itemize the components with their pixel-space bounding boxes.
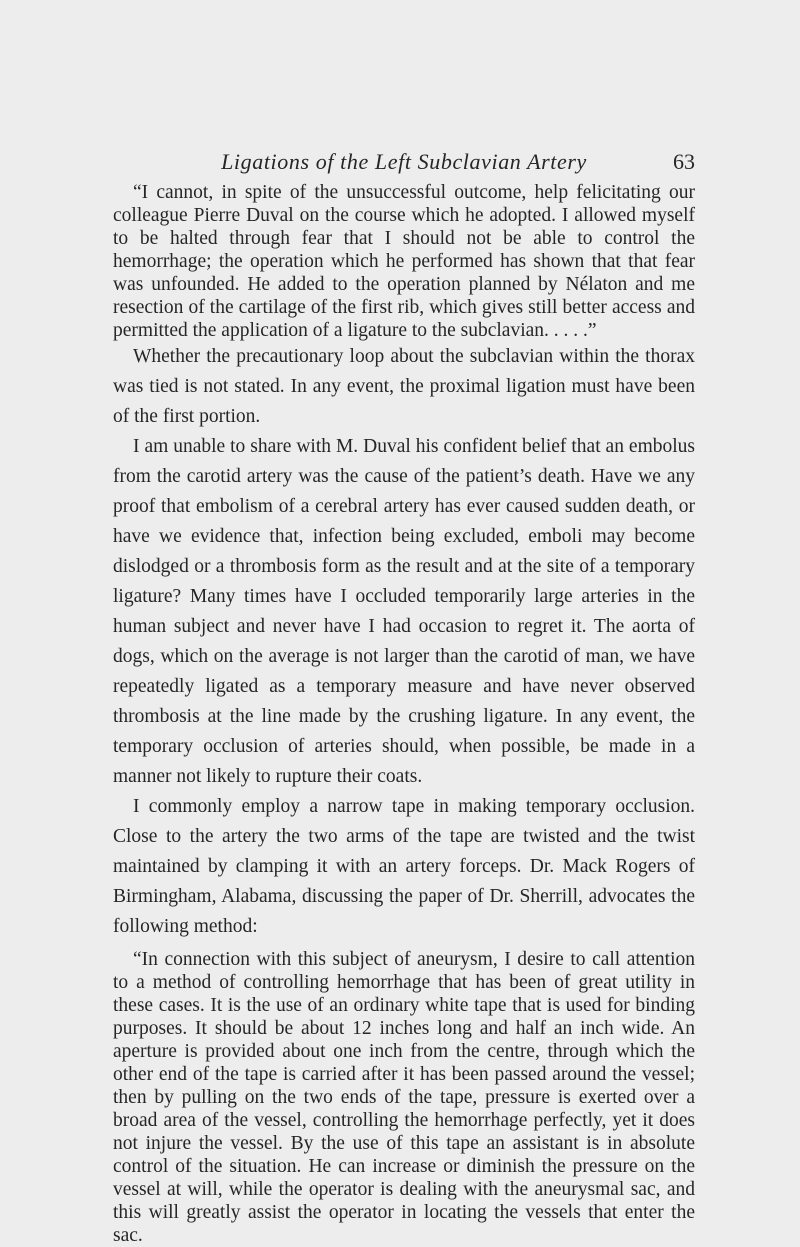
quoted-paragraph-rogers: “In connection with this subject of aneurysm, I desire to call attention to a method of controlling hemorrhage that has been of great utility in these cases. It is the use of an ordinary white tape that is used for binding purposes. It should be about 12 inches long and half an inch wide. An aperture is provided about one inch from the centre, through which the other end of the tape is carried after it has been passed around the vessel; then by pulling on the two ends of the tape, pressure is exerted over a broad area of the vessel, controlling the hemorrhage perfectly, yet it does not injure the vessel. By the use of this tape an assistant is in absolute control of the situation. He can increase or diminish the pressure on the vessel at will, while the operator is dealing with the aneurysmal sac, and this will greatly assist the operator in locating the vessels that enter the sac. bbox=[113, 949, 695, 1246]
running-title: Ligations of the Left Subclavian Artery bbox=[221, 149, 587, 174]
paragraph-precautionary-loop: Whether the precautionary loop about the subclavian within the thorax was tied is not stated. In any event, the proximal ligation must have been of the first portion. bbox=[113, 346, 695, 427]
page-header bbox=[113, 148, 695, 176]
body-text bbox=[113, 181, 695, 1247]
paragraph-embolus-discussion: I am unable to share with M. Duval his confident belief that an embolus from the carotid artery was the cause of the patient’s death. Have we any proof that embolism of a cerebral artery has ever caused sudden death, or have we evidence that, infection being excluded, emboli may become dislodged or a thrombosis form as the result and at the site of a temporary ligature? Many times have I occluded temporarily large arteries in the human subject and never have I had occasion to regret it. The aorta of dogs, which on the average is not larger than the carotid of man, we have repeatedly ligated as a temporary measure and have never observed thrombosis at the line made by the crushing ligature. In any event, the temporary occlusion of arteries should, when possible, be made in a manner not likely to rupture their coats. bbox=[113, 436, 695, 787]
page-number: 63 bbox=[673, 149, 695, 174]
quoted-paragraph-duval: “I cannot, in spite of the unsuccessful outcome, help felicitating our colleague Pierre Duval on the course which he adopted. I allowed myself to be halted through fear that I should not be able to control the hemorrhage; the operation which he performed has shown that that fear was unfounded. He added to the operation planned by Nélaton and me resection of the cartilage of the first rib, which gives still better access and permitted the application of a ligature to the subclavian. . . . .” bbox=[113, 182, 695, 341]
paragraph-tape-method: I commonly employ a narrow tape in making temporary occlusion. Close to the artery the two arms of the tape are twisted and the twist maintained by clamping it with an artery forceps. Dr. Mack Rogers of Birmingham, Alabama, discussing the paper of Dr. Sherrill, advocates the following method: bbox=[113, 796, 695, 937]
